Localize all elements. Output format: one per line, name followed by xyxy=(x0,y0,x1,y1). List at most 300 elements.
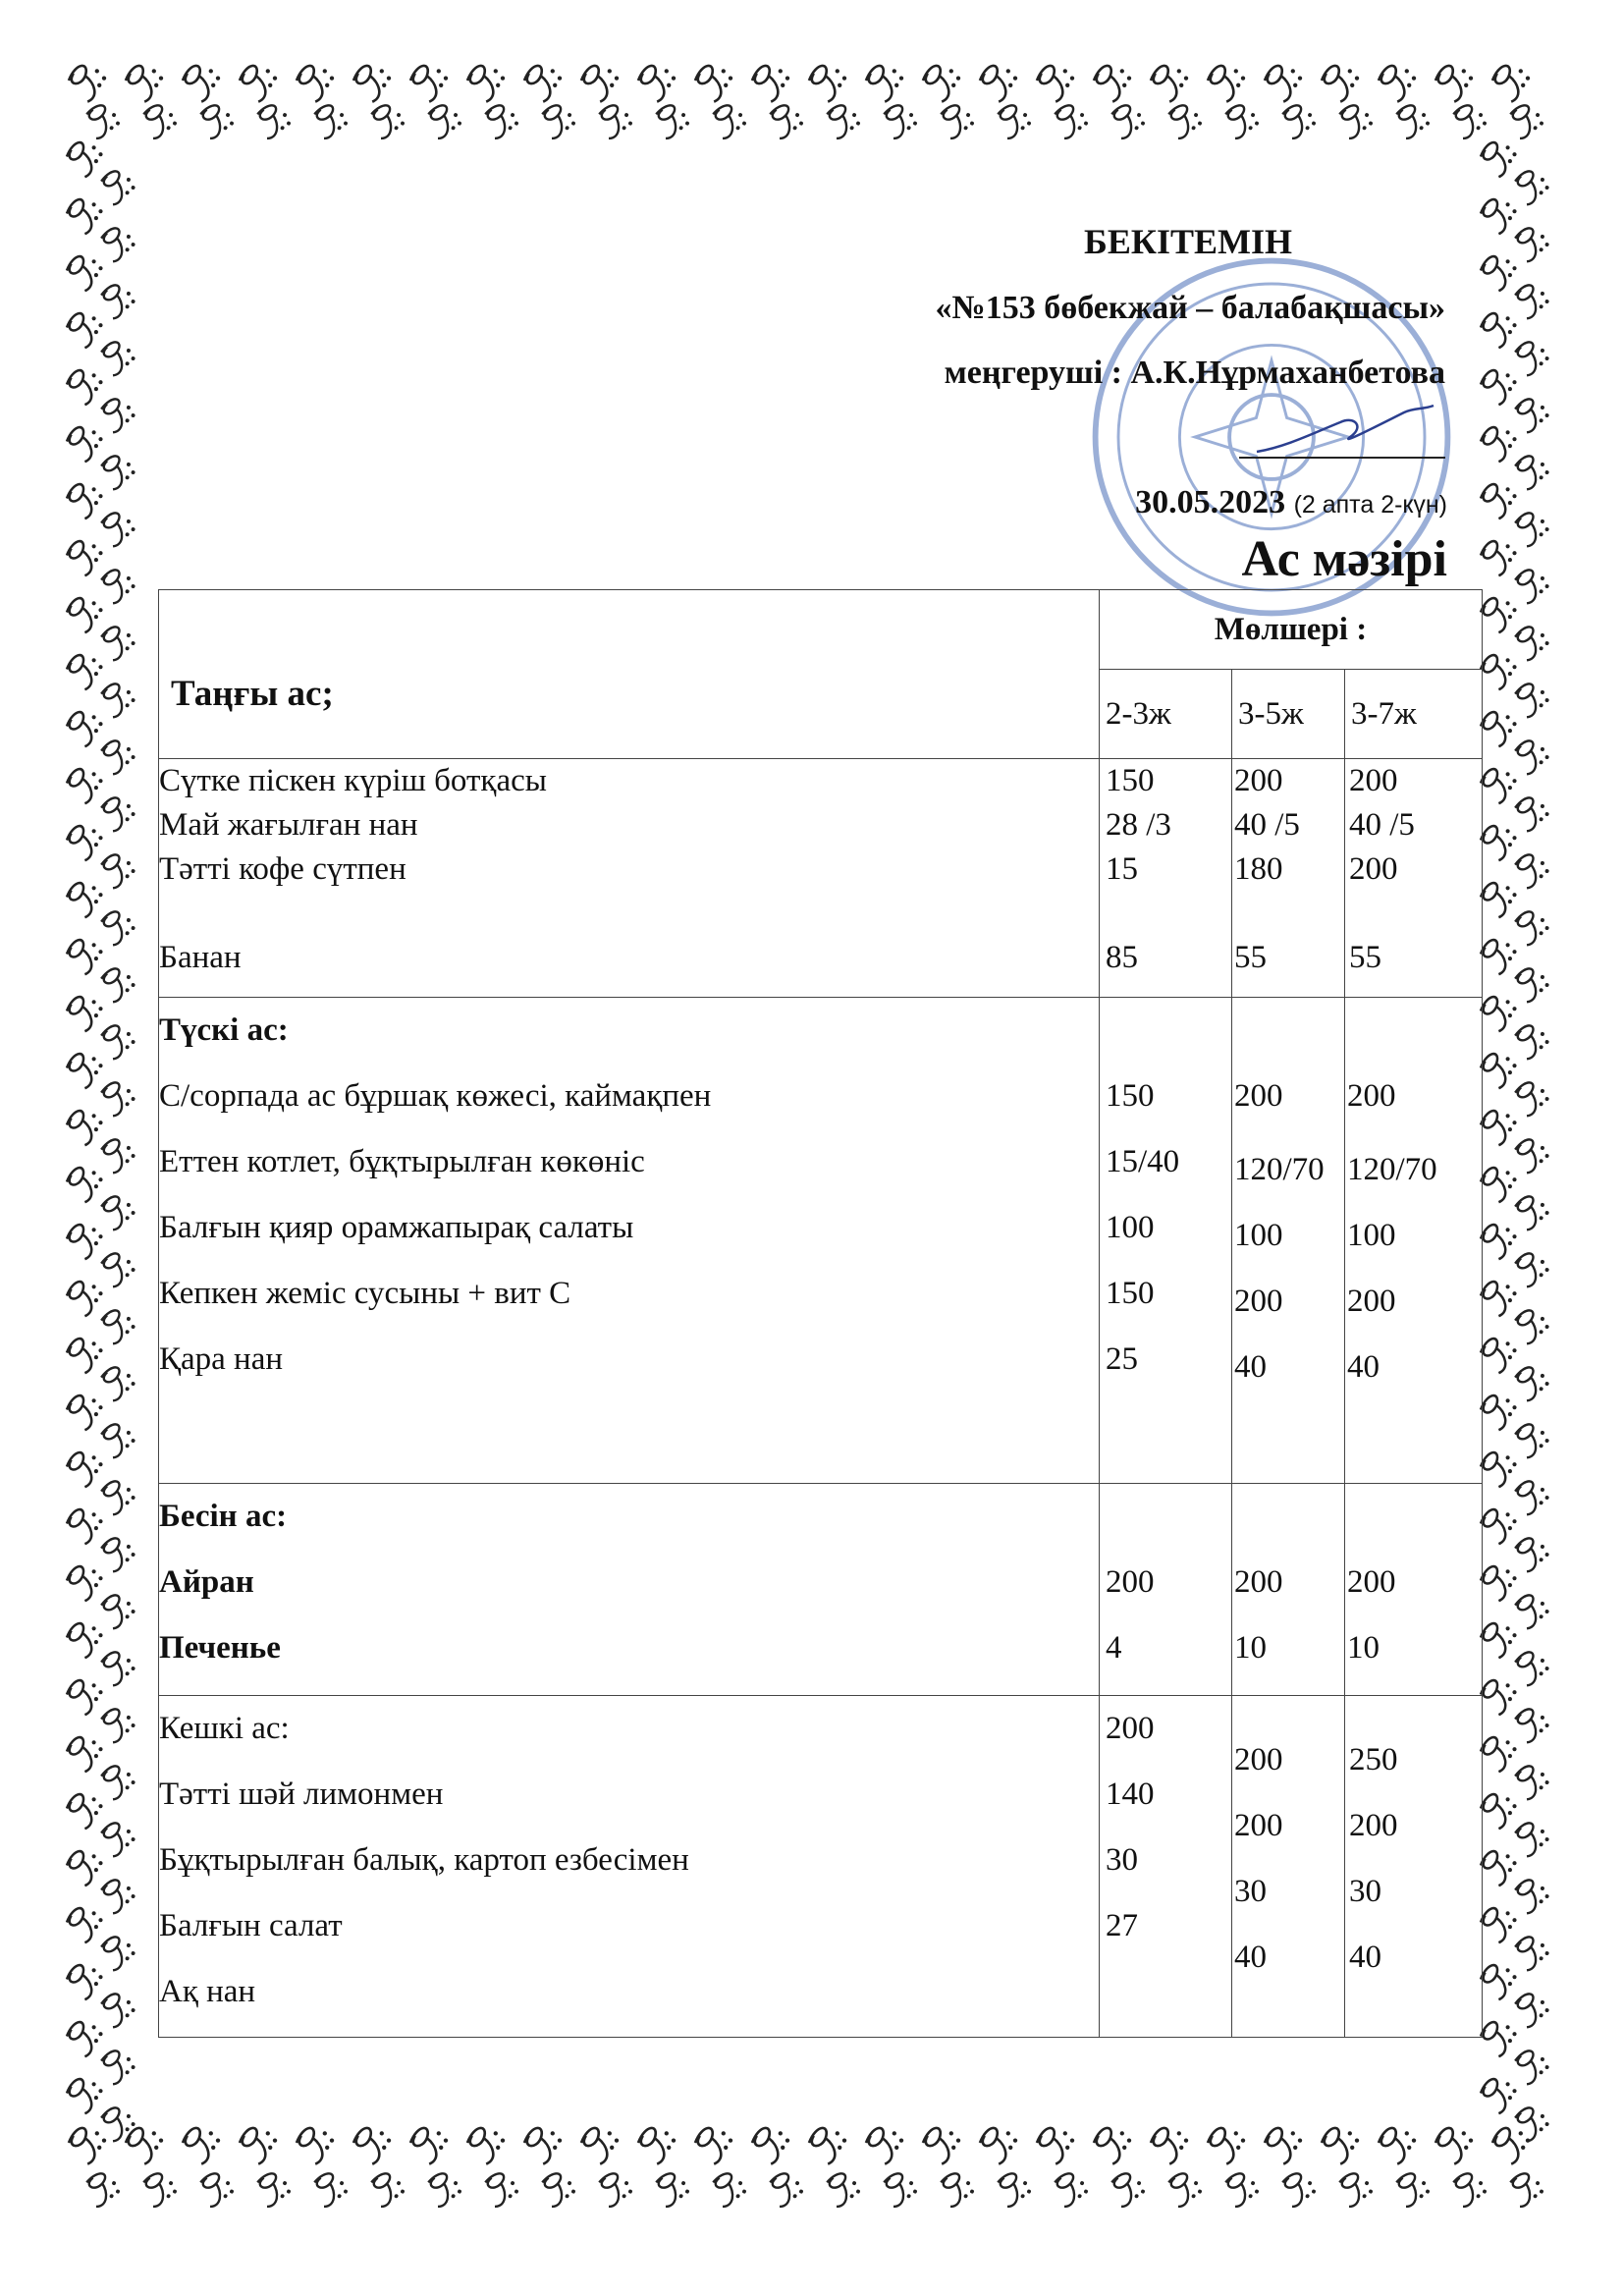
ornament-motif xyxy=(1481,940,1517,974)
ornament-motif xyxy=(1510,1877,1551,1918)
ornament-motif xyxy=(1510,1592,1551,1633)
cell-value: 100 xyxy=(1106,1210,1155,1245)
ornament-motif xyxy=(96,1820,137,1861)
ornament-motif xyxy=(1435,66,1473,102)
ornament-motif xyxy=(1481,484,1517,519)
ornament-motif xyxy=(421,2169,464,2213)
list-item: Тәтті шәй лимонмен xyxy=(159,1777,444,1812)
ornament-border-top xyxy=(59,57,1565,145)
ornament-motif xyxy=(67,883,103,917)
ornament-motif xyxy=(581,66,619,102)
ornament-motif xyxy=(1151,66,1188,102)
ornament-motif xyxy=(535,101,578,144)
ornament-motif xyxy=(1322,2128,1359,2164)
ornament-motif xyxy=(67,484,103,519)
ornament-motif xyxy=(96,624,137,665)
ornament-motif xyxy=(364,101,407,144)
ornament-motif xyxy=(67,427,103,462)
cell-value: 15/40 xyxy=(1106,1144,1180,1179)
ornament-motif xyxy=(67,199,103,234)
ornament-motif xyxy=(1218,2169,1262,2213)
ornament-motif xyxy=(1510,396,1551,437)
cell-value: 200 xyxy=(1349,851,1398,887)
ornament-motif xyxy=(1435,2128,1473,2164)
menu-date-line xyxy=(1135,484,1447,521)
ornament-motif xyxy=(592,2169,635,2213)
ornament-motif xyxy=(1481,1168,1517,1202)
ornament-motif xyxy=(695,2128,732,2164)
ornament-motif xyxy=(820,2169,863,2213)
ornament-motif xyxy=(1379,66,1416,102)
ornament-motif xyxy=(193,101,237,144)
ornament-motif xyxy=(1510,1649,1551,1690)
organization-name: «№153 бөбекжай – балабақшасы» xyxy=(935,290,1445,326)
lunch-items xyxy=(159,998,1100,1484)
ornament-motif xyxy=(809,2128,846,2164)
list-item: Кепкен жеміс сусыны + вит С xyxy=(159,1276,571,1311)
cell-value: 150 xyxy=(1106,763,1155,798)
ornament-motif xyxy=(1151,2128,1188,2164)
breakfast-3-7 xyxy=(1345,759,1483,998)
ornament-motif xyxy=(1510,1136,1551,1177)
ornament-motif xyxy=(67,1908,103,1942)
cell-value: 30 xyxy=(1349,1874,1381,1909)
ornament-motif xyxy=(1510,794,1551,836)
cell-value: 40 xyxy=(1234,1349,1267,1385)
ornament-motif xyxy=(866,66,903,102)
ornament-motif xyxy=(96,1307,137,1348)
cell-value: 150 xyxy=(1106,1078,1155,1114)
ornament-motif xyxy=(67,598,103,632)
ornament-motif xyxy=(96,1991,137,2032)
ornament-motif xyxy=(67,142,103,177)
ornament-motif xyxy=(809,66,846,102)
ornament-motif xyxy=(524,2128,562,2164)
ornament-motif xyxy=(67,1737,103,1772)
ornament-motif xyxy=(1389,2169,1433,2213)
ornament-motif xyxy=(1510,282,1551,323)
ornament-motif xyxy=(1037,66,1074,102)
snack-3-7 xyxy=(1345,1484,1483,1696)
ornament-motif xyxy=(1510,1535,1551,1576)
ornament-motif xyxy=(67,712,103,746)
snack-2-3 xyxy=(1100,1484,1232,1696)
dinner-3-5 xyxy=(1232,1696,1345,2038)
age-group-2-3: 2-3ж xyxy=(1100,670,1232,759)
cell-value xyxy=(1349,892,1482,936)
ornament-motif xyxy=(67,769,103,803)
ornament-border-bottom xyxy=(59,2111,1565,2219)
list-item: Печенье xyxy=(159,1630,281,1666)
ornament-motif xyxy=(96,1763,137,1804)
ornament-motif xyxy=(96,510,137,551)
ornament-motif xyxy=(1510,1820,1551,1861)
ornament-motif xyxy=(96,1250,137,1291)
ornament-motif xyxy=(67,1794,103,1829)
ornament-motif xyxy=(467,66,505,102)
ornament-motif xyxy=(1094,66,1131,102)
cell-value: 250 xyxy=(1349,1742,1398,1777)
ornament-motif xyxy=(1510,1706,1551,1747)
ornament-motif xyxy=(96,1364,137,1405)
ornament-motif xyxy=(250,2169,294,2213)
ornament-motif xyxy=(96,2048,137,2089)
ornament-motif xyxy=(980,2128,1017,2164)
ornament-motif xyxy=(1481,598,1517,632)
table-row-breakfast xyxy=(159,759,1483,998)
ornament-motif xyxy=(1379,2128,1416,2164)
ornament-motif xyxy=(1510,168,1551,209)
ornament-motif xyxy=(96,168,137,209)
ornament-motif xyxy=(67,541,103,575)
ornament-motif xyxy=(1481,769,1517,803)
table-row-dinner xyxy=(159,1696,1483,2038)
ornament-motif xyxy=(96,339,137,380)
cell-value: 100 xyxy=(1347,1218,1396,1253)
cell-value: 55 xyxy=(1349,940,1381,975)
list-item: Тәтті кофе сүтпен xyxy=(159,851,406,887)
ornament-motif xyxy=(67,2079,103,2113)
ornament-motif xyxy=(1481,313,1517,348)
cell-value xyxy=(1234,892,1344,936)
ornament-motif xyxy=(1510,1763,1551,1804)
ornament-motif xyxy=(820,101,863,144)
cell-value xyxy=(1106,892,1231,936)
ornament-motif xyxy=(991,2169,1034,2213)
ornament-motif xyxy=(96,1649,137,1690)
ornament-motif xyxy=(96,1022,137,1064)
ornament-motif xyxy=(67,1168,103,1202)
ornament-border-left xyxy=(59,57,152,2219)
cell-value: 150 xyxy=(1106,1276,1155,1311)
cell-value: 10 xyxy=(1347,1630,1380,1666)
portion-size-header: Мөлшері : xyxy=(1100,590,1483,670)
ornament-motif xyxy=(1208,66,1245,102)
ornament-motif xyxy=(467,2128,505,2164)
cell-value: 200 xyxy=(1347,1564,1396,1600)
ornament-motif xyxy=(1481,1737,1517,1772)
ornament-motif xyxy=(1481,1509,1517,1544)
snack-items xyxy=(159,1484,1100,1696)
ornament-motif xyxy=(1162,101,1205,144)
cell-value: 200 xyxy=(1234,1284,1283,1319)
ornament-motif xyxy=(1389,101,1433,144)
ornament-motif xyxy=(1481,1452,1517,1487)
ornament-motif xyxy=(1510,225,1551,266)
ornament-motif xyxy=(96,396,137,437)
cell-value: 200 xyxy=(1234,1078,1283,1114)
ornament-motif xyxy=(1105,2169,1148,2213)
ornament-motif xyxy=(1481,142,1517,177)
ornament-motif xyxy=(67,1509,103,1544)
ornament-motif xyxy=(1510,1307,1551,1348)
ornament-motif xyxy=(877,101,920,144)
ornament-motif xyxy=(649,2169,692,2213)
ornament-motif xyxy=(67,655,103,689)
ornament-motif xyxy=(96,794,137,836)
ornament-motif xyxy=(763,101,806,144)
ornament-motif xyxy=(240,2128,277,2164)
ornament-motif xyxy=(67,1965,103,1999)
ornament-motif xyxy=(763,2169,806,2213)
page-title: Ас мәзірі xyxy=(1241,531,1447,587)
ornament-motif xyxy=(1481,199,1517,234)
breakfast-2-3 xyxy=(1100,759,1232,998)
ornament-motif xyxy=(1332,101,1376,144)
ornament-motif xyxy=(877,2169,920,2213)
ornament-motif xyxy=(1481,1225,1517,1259)
dinner-2-3 xyxy=(1100,1696,1232,2038)
cell-value: 40 xyxy=(1349,1940,1381,1975)
ornament-motif xyxy=(1481,1908,1517,1942)
cell-value: 120/70 xyxy=(1234,1152,1325,1187)
age-group-3-7: 3-7ж xyxy=(1345,670,1483,759)
ornament-motif xyxy=(1332,2169,1376,2213)
ornament-motif xyxy=(96,1934,137,1975)
cell-value: 200 xyxy=(1234,1742,1283,1777)
ornament-motif xyxy=(96,2105,137,2146)
ornament-motif xyxy=(752,2128,789,2164)
cell-value: 85 xyxy=(1106,940,1138,975)
ornament-motif xyxy=(1481,1623,1517,1658)
ornament-border-right xyxy=(1473,57,1566,2219)
ornament-motif xyxy=(250,101,294,144)
cell-value: 30 xyxy=(1106,1842,1138,1878)
lunch-3-7 xyxy=(1345,998,1483,1484)
ornament-motif xyxy=(1481,370,1517,405)
cell-value: 200 xyxy=(1234,1808,1283,1843)
ornament-motif xyxy=(96,282,137,323)
ornament-motif xyxy=(67,2022,103,2056)
ornament-motif xyxy=(1322,66,1359,102)
list-item: Ақ нан xyxy=(159,1974,256,2009)
menu-date: 30.05.2023 xyxy=(1135,484,1286,520)
ornament-motif xyxy=(67,1282,103,1316)
ornament-motif xyxy=(581,2128,619,2164)
ornament-motif xyxy=(410,66,448,102)
ornament-motif xyxy=(297,66,334,102)
ornament-motif xyxy=(240,66,277,102)
cell-value: 200 xyxy=(1106,1711,1155,1746)
ornament-motif xyxy=(706,101,749,144)
ornament-motif xyxy=(1094,2128,1131,2164)
ornament-motif xyxy=(1510,453,1551,494)
cell-value: 200 xyxy=(1349,763,1398,798)
age-group-3-5: 3-5ж xyxy=(1232,670,1345,759)
ornament-motif xyxy=(1048,2169,1091,2213)
ornament-motif xyxy=(67,826,103,860)
ornament-motif xyxy=(67,1339,103,1373)
ornament-motif xyxy=(1265,66,1302,102)
ornament-motif xyxy=(478,2169,521,2213)
signature xyxy=(1247,398,1443,466)
ornament-motif xyxy=(96,908,137,950)
ornament-motif xyxy=(1510,851,1551,893)
ornament-motif xyxy=(1481,1395,1517,1430)
ornament-motif xyxy=(923,2128,960,2164)
cell-value: 27 xyxy=(1106,1908,1138,1943)
ornament-motif xyxy=(353,2128,391,2164)
ornament-motif xyxy=(1481,1794,1517,1829)
snack-3-5 xyxy=(1232,1484,1345,1696)
ornament-motif xyxy=(183,66,220,102)
cell-value: 200 xyxy=(1347,1078,1396,1114)
ornament-motif xyxy=(1510,510,1551,551)
ornament-motif xyxy=(1481,1111,1517,1145)
ornament-motif xyxy=(96,681,137,722)
ornament-motif xyxy=(67,997,103,1031)
ornament-motif xyxy=(96,1421,137,1462)
cell-value: 40 xyxy=(1234,1940,1267,1975)
ornament-motif xyxy=(524,66,562,102)
cell-value: 120/70 xyxy=(1347,1152,1437,1187)
ornament-motif xyxy=(934,101,977,144)
ornament-motif xyxy=(67,1680,103,1715)
cell-value: 15 xyxy=(1106,851,1138,887)
ornament-motif xyxy=(1481,655,1517,689)
ornament-motif xyxy=(67,313,103,348)
ornament-motif xyxy=(1208,2128,1245,2164)
head-name: меңгеруші : А.К.Нұрмаханбетова xyxy=(944,355,1445,391)
list-item: Айран xyxy=(159,1564,254,1600)
ornament-motif xyxy=(1510,2048,1551,2089)
ornament-motif xyxy=(1037,2128,1074,2164)
list-item: Қара нан xyxy=(159,1341,284,1377)
ornament-motif xyxy=(67,940,103,974)
ornament-motif xyxy=(96,1877,137,1918)
table-row-snack xyxy=(159,1484,1483,1696)
ornament-motif xyxy=(1481,1282,1517,1316)
table-header-row xyxy=(159,590,1483,670)
ornament-motif xyxy=(1510,681,1551,722)
ornament-motif xyxy=(1510,1079,1551,1121)
list-item: Бұқтырылған балық, картоп езбесімен xyxy=(159,1842,689,1878)
ornament-motif xyxy=(1481,826,1517,860)
ornament-motif xyxy=(67,370,103,405)
ornament-motif xyxy=(1481,2022,1517,2056)
ornament-motif xyxy=(1481,1851,1517,1886)
ornament-motif xyxy=(421,101,464,144)
ornament-motif xyxy=(934,2169,977,2213)
ornament-motif xyxy=(67,1452,103,1487)
ornament-motif xyxy=(67,1054,103,1088)
cell-value: 200 xyxy=(1234,763,1283,798)
lunch-2-3 xyxy=(1100,998,1232,1484)
ornament-motif xyxy=(1510,1022,1551,1064)
ornament-motif xyxy=(1481,541,1517,575)
ornament-motif xyxy=(1481,883,1517,917)
ornament-motif xyxy=(1481,1566,1517,1601)
cell-value: 200 xyxy=(1106,1564,1155,1600)
ornament-motif xyxy=(1510,1193,1551,1234)
ornament-motif xyxy=(96,1535,137,1576)
ornament-motif xyxy=(1510,1934,1551,1975)
breakfast-3-5 xyxy=(1232,759,1345,998)
ornament-motif xyxy=(1275,2169,1319,2213)
list-item: Балғын қияр орамжапырақ салаты xyxy=(159,1210,634,1245)
ornament-motif xyxy=(706,2169,749,2213)
ornament-motif xyxy=(96,965,137,1007)
ornament-motif xyxy=(353,66,391,102)
ornament-motif xyxy=(183,2128,220,2164)
ornament-motif xyxy=(478,101,521,144)
ornament-motif xyxy=(307,2169,351,2213)
ornament-motif xyxy=(991,101,1034,144)
table-row-lunch xyxy=(159,998,1483,1484)
list-item: Май жағылған нан xyxy=(159,807,418,843)
cell-value: 180 xyxy=(1234,851,1283,887)
ornament-motif xyxy=(1481,2079,1517,2113)
ornament-motif xyxy=(866,2128,903,2164)
ornament-motif xyxy=(96,567,137,608)
ornament-motif xyxy=(96,851,137,893)
ornament-motif xyxy=(1105,101,1148,144)
ornament-motif xyxy=(1510,738,1551,779)
ornament-motif xyxy=(1510,567,1551,608)
list-item xyxy=(159,892,1099,936)
ornament-motif xyxy=(1481,1054,1517,1088)
week-day: (2 апта 2-күн) xyxy=(1293,491,1447,519)
ornament-motif xyxy=(1510,1478,1551,1519)
ornament-motif xyxy=(96,1706,137,1747)
ornament-motif xyxy=(1481,1965,1517,1999)
ornament-motif xyxy=(980,66,1017,102)
ornament-motif xyxy=(1481,427,1517,462)
ornament-motif xyxy=(96,1136,137,1177)
approval-heading: БЕКІТЕМІН xyxy=(1084,222,1292,261)
lunch-3-5 xyxy=(1232,998,1345,1484)
list-item: Еттен котлет, бұқтырылған көкөніс xyxy=(159,1144,645,1179)
breakfast-items xyxy=(159,759,1100,998)
ornament-motif xyxy=(1510,1364,1551,1405)
ornament-motif xyxy=(67,1395,103,1430)
menu-table xyxy=(158,589,1483,2038)
ornament-motif xyxy=(638,2128,676,2164)
ornament-motif xyxy=(1481,1680,1517,1715)
ornament-motif xyxy=(67,256,103,291)
ornament-motif xyxy=(1510,624,1551,665)
dinner-3-7 xyxy=(1345,1696,1483,2038)
cell-value: 28 /3 xyxy=(1106,807,1171,843)
ornament-motif xyxy=(1275,101,1319,144)
lunch-title: Түскі ас: xyxy=(159,1012,289,1048)
ornament-motif xyxy=(67,1566,103,1601)
ornament-motif xyxy=(1162,2169,1205,2213)
cell-value: 25 xyxy=(1106,1341,1138,1377)
cell-value: 140 xyxy=(1106,1777,1155,1812)
cell-value: 40 /5 xyxy=(1234,807,1300,843)
ornament-motif xyxy=(410,2128,448,2164)
cell-value: 200 xyxy=(1234,1564,1283,1600)
ornament-motif xyxy=(1481,1339,1517,1373)
ornament-motif xyxy=(96,1193,137,1234)
ornament-motif xyxy=(96,1592,137,1633)
ornament-motif xyxy=(1265,2128,1302,2164)
ornament-motif xyxy=(67,1225,103,1259)
ornament-motif xyxy=(1481,997,1517,1031)
ornament-motif xyxy=(96,1079,137,1121)
ornament-motif xyxy=(695,66,732,102)
cell-value: 30 xyxy=(1234,1874,1267,1909)
ornament-motif xyxy=(96,453,137,494)
ornament-motif xyxy=(96,738,137,779)
ornament-motif xyxy=(193,2169,237,2213)
ornament-motif xyxy=(96,225,137,266)
ornament-motif xyxy=(649,101,692,144)
cell-value: 4 xyxy=(1106,1630,1122,1666)
cell-value: 200 xyxy=(1349,1808,1398,1843)
breakfast-header: Таңғы ас; xyxy=(159,590,1100,759)
